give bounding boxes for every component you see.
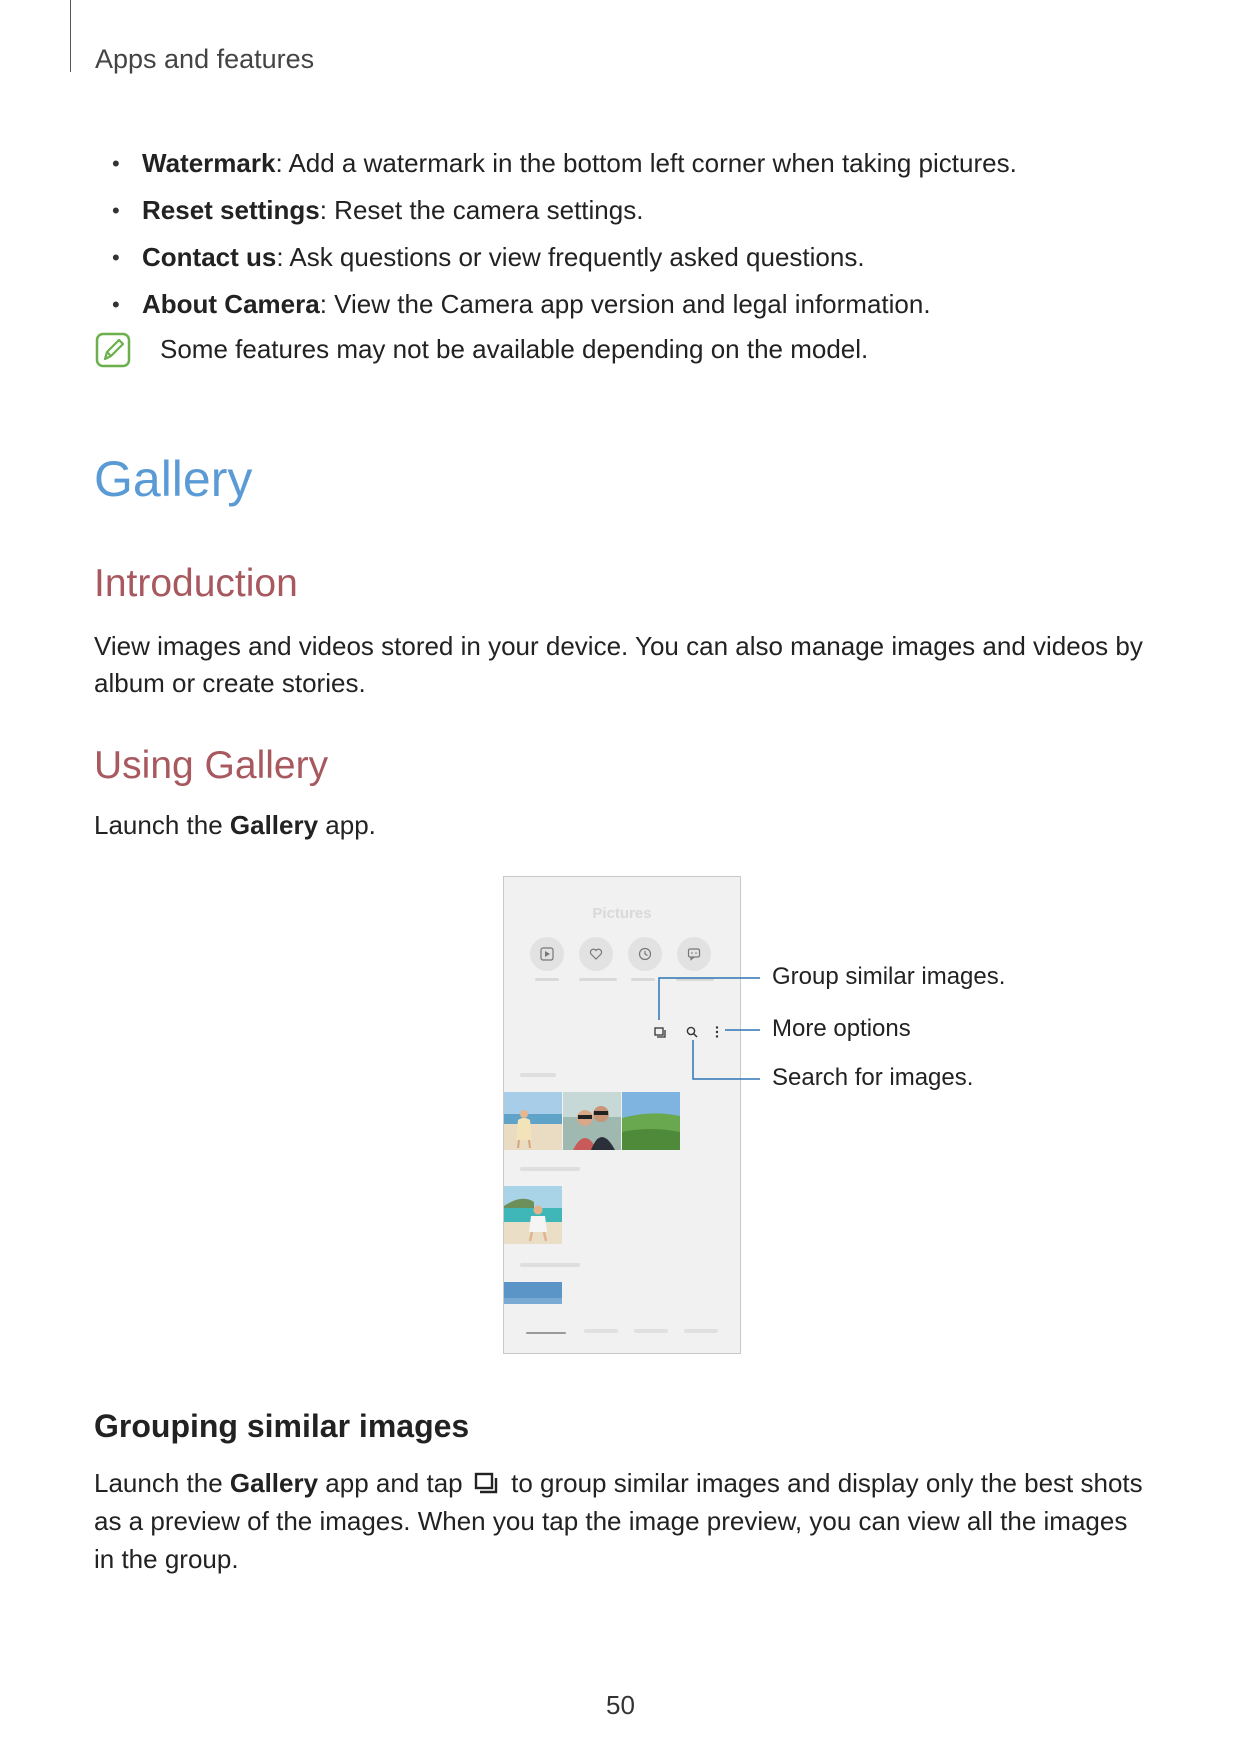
thumbnail-couple[interactable]: [563, 1092, 621, 1150]
grouping-app-name: Gallery: [229, 1468, 319, 1498]
using-pre: Launch the: [94, 810, 230, 840]
grouping-heading: Grouping similar images: [94, 1408, 470, 1444]
favourites-shortcut[interactable]: [579, 937, 613, 971]
callout-more-options: More options: [772, 1015, 911, 1042]
clock-icon: [638, 947, 652, 961]
note-text: Some features may not be available depending on the model.: [160, 334, 869, 364]
bullet-term: Watermark: [142, 148, 276, 178]
bullet-term: About Camera: [142, 289, 320, 319]
phone-toolbar: [654, 1023, 734, 1043]
gallery-phone-screenshot: [503, 876, 741, 1354]
grouping-pre: Launch the: [94, 1468, 230, 1498]
thumbnail-beach-woman[interactable]: [504, 1092, 562, 1150]
bullet-text: : View the Camera app version and legal information.: [319, 289, 931, 319]
beach-woman-image: [504, 1092, 562, 1150]
phone-title: Pictures: [592, 905, 652, 922]
feature-bullet-list: [112, 140, 1172, 328]
bullet-dot: •: [112, 198, 120, 223]
bullet-contact-us: [112, 234, 1172, 281]
date-label-placeholder: [520, 1167, 580, 1171]
introduction-heading: Introduction: [94, 562, 298, 605]
couple-image: [563, 1092, 621, 1150]
bullet-dot: •: [112, 151, 120, 176]
bullet-about-camera: [112, 281, 1172, 328]
recent-shortcut[interactable]: [628, 937, 662, 971]
child-beach-image: [504, 1186, 562, 1244]
callout-group-similar: Group similar images.: [772, 963, 1006, 990]
bullet-reset-settings: [112, 187, 1172, 234]
heart-icon: [589, 947, 603, 961]
header-section-title: Apps and features: [95, 44, 315, 74]
bullet-text: : Add a watermark in the bottom left corner when taking pictures.: [275, 148, 1017, 178]
grouping-mid: app and tap: [318, 1468, 470, 1498]
bullet-term: Reset settings: [142, 195, 320, 225]
introduction-text: View images and videos stored in your device. You can also manage images and videos by album or create stories.: [94, 631, 1143, 698]
thumbnail-sky-partial[interactable]: [504, 1282, 562, 1304]
bullet-dot: •: [112, 245, 120, 270]
bullet-dot: •: [112, 292, 120, 317]
more-options-icon[interactable]: [714, 1025, 720, 1039]
grouping-post: to group similar images and display only the best shots as a preview of the images. When you tap the image preview, you can view all the images in the group.: [94, 1468, 1143, 1574]
using-gallery-text: [94, 810, 376, 841]
bullet-watermark: [112, 140, 1172, 187]
date-label-placeholder: [520, 1263, 580, 1267]
videos-shortcut[interactable]: [530, 937, 564, 971]
thumbnail-child-beach[interactable]: [504, 1186, 562, 1244]
using-post: app.: [318, 810, 376, 840]
shortcut-caption: [535, 978, 559, 981]
using-app-name: Gallery: [229, 810, 319, 840]
note-box: [95, 330, 1155, 370]
sky-image: [504, 1282, 562, 1304]
using-gallery-heading: Using Gallery: [94, 744, 329, 787]
group-similar-icon: [474, 1472, 500, 1496]
chat-icon: [687, 947, 701, 961]
grouping-text: [94, 1464, 1154, 1578]
search-icon[interactable]: [686, 1026, 698, 1038]
tab-pictures-active[interactable]: [526, 1332, 566, 1334]
note-pencil-icon: [95, 332, 131, 368]
play-icon: [540, 947, 554, 961]
date-label-placeholder: [520, 1073, 556, 1077]
tab-stories[interactable]: [634, 1329, 668, 1333]
group-similar-icon[interactable]: [654, 1027, 667, 1039]
shortcut-caption: [676, 978, 714, 981]
bullet-term: Contact us: [142, 242, 277, 272]
bullet-text: : Ask questions or view frequently asked questions.: [276, 242, 865, 272]
page-number: 50: [606, 1690, 635, 1720]
shortcut-caption: [579, 978, 617, 981]
callout-search-images: Search for images.: [772, 1064, 974, 1091]
suggestions-shortcut[interactable]: [677, 937, 711, 971]
thumbnail-field[interactable]: [622, 1092, 680, 1150]
shortcut-caption: [631, 978, 655, 981]
bullet-text: : Reset the camera settings.: [319, 195, 644, 225]
green-field-image: [622, 1092, 680, 1150]
gallery-title: Gallery: [94, 451, 253, 507]
header-rule: [70, 0, 71, 72]
tab-shared[interactable]: [684, 1329, 718, 1333]
tab-albums[interactable]: [584, 1329, 618, 1333]
